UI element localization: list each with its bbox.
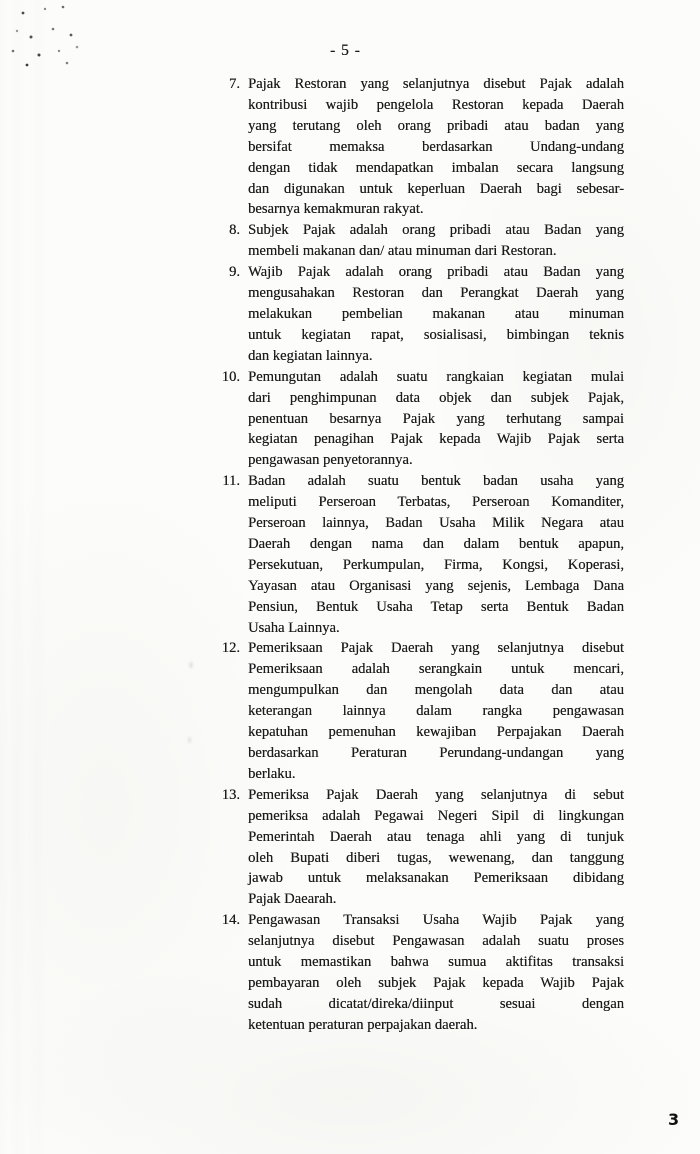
item-line: pembayaran oleh subjek Pajak kepada Wajib Pajak — [248, 974, 624, 991]
list-item — [212, 367, 624, 472]
item-line: dan digunakan untuk keperluan Daerah bagi sebesar- — [248, 180, 624, 197]
item-line: jawab untuk melaksanakan Pemeriksaan dibidang — [248, 870, 624, 887]
item-line: Pajak Daearah. — [248, 891, 337, 908]
list-item — [212, 910, 624, 1035]
item-line: Subjek Pajak adalah orang pribadi atau Badan yang — [248, 222, 624, 239]
item-line: dengan tidak mendapatkan imbalan secara langsung — [248, 159, 624, 176]
item-line: sudah dicatat/direka/diinput sesuai dengan — [248, 995, 624, 1012]
item-line: membeli makanan dan/ atau minuman dari Restoran. — [248, 243, 557, 260]
item-line: oleh Bupati diberi tugas, wewenang, dan tanggung — [248, 849, 624, 866]
item-text — [248, 785, 624, 910]
item-line: Yayasan atau Organisasi yang sejenis, Lembaga Dana — [248, 577, 624, 594]
scan-noise — [8, 6, 10, 8]
item-text — [248, 220, 624, 262]
item-line: untuk kegiatan rapat, sosialisasi, bimbingan teknis — [248, 326, 624, 343]
scan-smudge — [184, 655, 198, 755]
item-line: Badan adalah suatu bentuk badan usaha yang — [248, 473, 624, 490]
list-item — [212, 262, 624, 367]
item-line: ketentuan peraturan perpajakan daerah. — [248, 1016, 478, 1033]
item-line: penentuan besarnya Pajak yang terhutang sampai — [248, 410, 624, 427]
item-line: Pemerintah Daerah atau tenaga ahli yang di tunjuk — [248, 828, 624, 845]
item-line: Pajak Restoran yang selanjutnya disebut Pajak adalah — [248, 76, 624, 92]
list-item — [212, 785, 624, 910]
list-item — [212, 74, 624, 220]
page-header-number: - 5 - — [330, 42, 361, 59]
page-footer-number: 3 — [668, 1110, 680, 1129]
item-text — [248, 262, 624, 367]
item-number: 12. — [221, 640, 240, 657]
item-line: berlaku. — [248, 765, 296, 782]
item-line: mengumpulkan dan mengolah data dan atau — [248, 682, 624, 699]
item-text — [248, 367, 624, 472]
item-line: keterangan lainnya dalam rangka pengawasan — [248, 703, 624, 720]
item-line: dan kegiatan lainnya. — [248, 347, 373, 364]
item-number: 9. — [229, 264, 240, 281]
item-number: 13. — [221, 786, 240, 803]
item-line: kegiatan penagihan Pajak kepada Wajib Pajak serta — [248, 431, 624, 448]
item-line: Persekutuan, Perkumpulan, Firma, Kongsi, Koperasi, — [248, 556, 624, 573]
item-line: pengawasan penyetorannya. — [248, 452, 413, 469]
item-number: 10. — [221, 368, 240, 385]
item-line: kontribusi wajib pengelola Restoran kepada Daerah — [248, 96, 624, 113]
item-line: Pemungutan adalah suatu rangkaian kegiatan mulai — [248, 368, 624, 385]
item-line: selanjutnya disebut Pengawasan adalah suatu proses — [248, 933, 624, 950]
item-line: Pensiun, Bentuk Usaha Tetap serta Bentuk Badan — [248, 598, 624, 615]
item-text — [248, 910, 624, 1035]
item-line: yang terutang oleh orang pribadi atau badan yang — [248, 117, 624, 134]
list-item — [212, 471, 624, 638]
item-line: mengusahakan Restoran dan Perangkat Daerah yang — [248, 285, 624, 302]
item-line: bersifat memaksa berdasarkan Undang-undang — [248, 138, 624, 155]
item-number: 11. — [222, 473, 240, 490]
item-line: Pengawasan Transaksi Usaha Wajib Pajak yang — [248, 912, 624, 929]
item-line: Wajib Pajak adalah orang pribadi atau Badan yang — [248, 264, 624, 281]
item-text — [248, 638, 624, 784]
item-line: Pemeriksaan Pajak Daerah yang selanjutnya disebut — [248, 640, 624, 657]
list-item — [212, 220, 624, 262]
item-number: 7. — [229, 76, 240, 92]
item-line: pemeriksa adalah Pegawai Negeri Sipil di lingkungan — [248, 807, 624, 824]
item-line: untuk memastikan bahwa sumua aktifitas transaksi — [248, 954, 624, 971]
item-line: Daerah dengan nama dan dalam bentuk apapun, — [248, 535, 624, 552]
item-line: berdasarkan Peraturan Perundang-undangan yang — [248, 745, 624, 761]
item-line: Usaha Lainnya. — [248, 619, 340, 636]
item-line: melakukan pembelian makanan atau minuman — [248, 305, 624, 322]
item-text — [248, 74, 624, 220]
item-number: 14. — [221, 912, 240, 929]
item-line: meliputi Perseroan Terbatas, Perseroan Komanditer, — [248, 494, 624, 511]
item-number: 8. — [229, 222, 240, 239]
item-line: Pemeriksaan adalah serangkain untuk mencari, — [248, 661, 624, 678]
definition-list — [212, 74, 624, 1036]
item-line: dari penghimpunan data objek dan subjek Pajak, — [248, 389, 624, 406]
item-line: Pemeriksa Pajak Daerah yang selanjutnya di sebut — [248, 786, 624, 803]
item-line: Perseroan lainnya, Badan Usaha Milik Negara atau — [248, 515, 624, 532]
list-item — [212, 638, 624, 784]
item-line: besarnya kemakmuran rakyat. — [248, 201, 424, 218]
item-line: kepatuhan pemenuhan kewajiban Perpajakan Daerah — [248, 724, 624, 741]
item-text — [248, 471, 624, 638]
